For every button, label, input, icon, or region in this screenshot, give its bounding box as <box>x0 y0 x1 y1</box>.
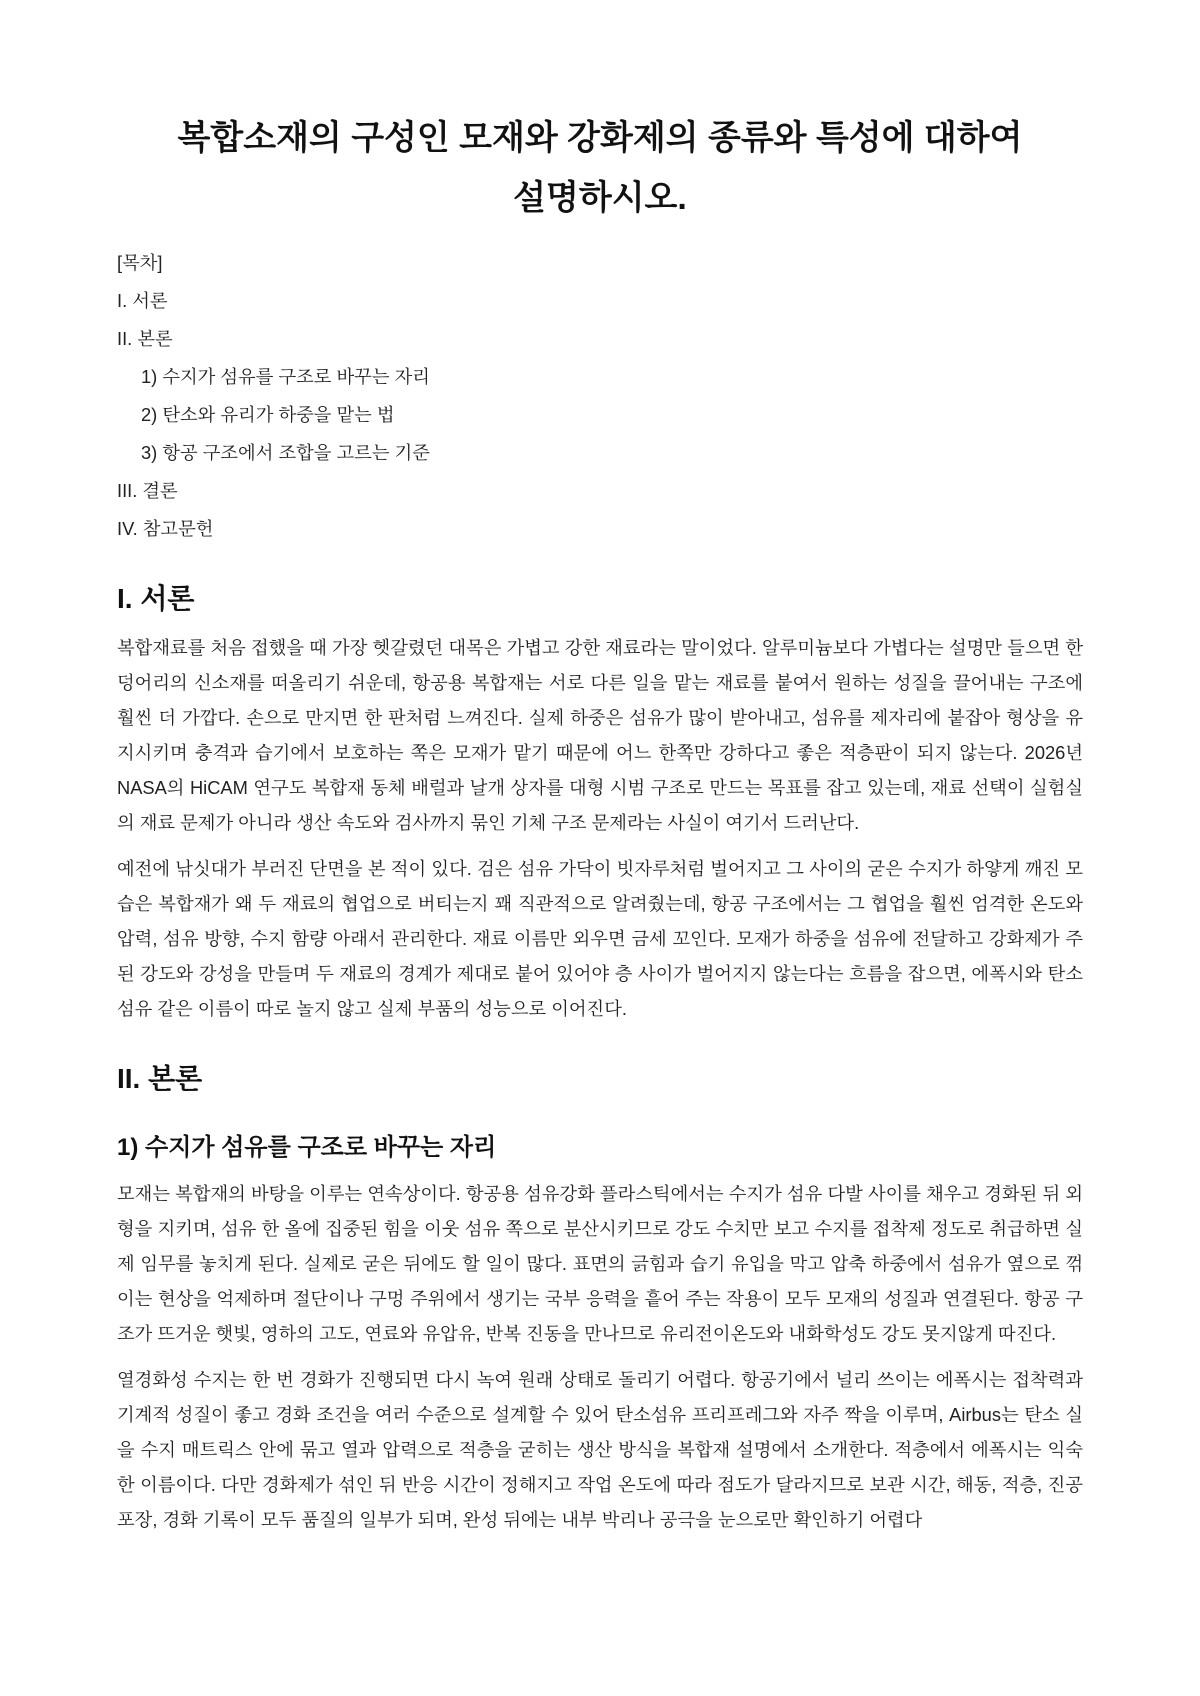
section-heading-introduction: I. 서론 <box>117 583 195 614</box>
toc-subentry-aerospace-selection: 3) 항공 구조에서 조합을 고르는 기준 <box>141 442 430 463</box>
toc-subentry-carbon-glass: 2) 탄소와 유리가 하중을 맡는 법 <box>141 404 395 425</box>
toc-heading: [목차] <box>117 252 163 273</box>
section-introduction <box>117 578 1083 1026</box>
toc-entry-references: IV. 참고문헌 <box>117 518 214 539</box>
toc-entry-main-body: II. 본론 <box>117 328 173 349</box>
body-paragraph-1: 모재는 복합재의 바탕을 이루는 연속상이다. 항공용 섬유강화 플라스틱에서는 수지가 섬유 다발 사이를 채우고 경화된 뒤 외형을 지키며, 섬유 한 올에 집중된 힘을 이웃 섬유 쪽으로 분산시키므로 강도 수치만 보고 수지를 접착제 정도로 취급하면 실제 임무를 놓치게 된다. 실제로 굳은 뒤에도 할 일이 많다. 표면의 긁힘과 습기 유입을 막고 압축 하중에서 섬유가 옆으로 꺾이는 현상을 억제하며 절단이나 구멍 주위에서 생기는 국부 응력을 흩어 주는 작용이 모두 모재의 성질과 연결된다. 항공 구조가 뜨거운 햇빛, 영하의 고도, 연료와 유압유, 반복 진동을 만나므로 유리전이온도와 내화학성도 강도 못지않게 따진다. <box>117 1183 1083 1344</box>
section-main-body <box>117 1058 1083 1537</box>
table-of-contents <box>117 244 1083 548</box>
body-paragraph-2: 열경화성 수지는 한 번 경화가 진행되면 다시 녹여 원래 상태로 돌리기 어렵다. 항공기에서 널리 쓰이는 에폭시는 접착력과 기계적 성질이 좋고 경화 조건을 여러 수준으로 설계할 수 있어 탄소섬유 프리프레그와 자주 짝을 이루며, Airbus는 탄소 실을 수지 매트릭스 안에 묶고 열과 압력으로 적층을 굳히는 생산 방식을 복합재 설명에서 소개한다. 적층에서 에폭시는 익숙한 이름이다. 다만 경화제가 섞인 뒤 반응 시간이 정해지고 작업 온도에 따라 점도가 달라지므로 보관 시간, 해동, 적층, 진공 포장, 경화 기록이 모두 품질의 일부가 되며, 완성 뒤에는 내부 박리나 공극을 눈으로만 확인하기 어렵다 <box>117 1369 1083 1530</box>
document-title: 복합소재의 구성인 모재와 강화제의 종류와 특성에 대하여 설명하시오. <box>177 119 1023 217</box>
intro-paragraph-2: 예전에 낚싯대가 부러진 단면을 본 적이 있다. 검은 섬유 가닥이 빗자루처럼 벌어지고 그 사이의 굳은 수지가 하얗게 깨진 모습은 복합재가 왜 두 재료의 협업으로 버티는지 꽤 직관적으로 알려줬는데, 항공 구조에서는 그 협업을 훨씬 엄격한 온도와 압력, 섬유 방향, 수지 함량 아래서 관리한다. 재료 이름만 외우면 금세 꼬인다. 모재가 하중을 섬유에 전달하고 강화제가 주된 강도와 강성을 만들며 두 재료의 경계가 제대로 붙어 있어야 층 사이가 벌어지지 않는다는 흐름을 잡으면, 에폭시와 탄소섬유 같은 이름이 따로 놀지 않고 실제 부품의 성능으로 이어진다. <box>117 858 1083 1019</box>
subsection-heading-resin-role: 1) 수지가 섬유를 구조로 바꾸는 자리 <box>117 1134 497 1161</box>
toc-entry-introduction: I. 서론 <box>117 290 168 311</box>
subsection-resin-role <box>117 1130 1083 1537</box>
intro-paragraph-1: 복합재료를 처음 접했을 때 가장 헷갈렸던 대목은 가볍고 강한 재료라는 말이었다. 알루미늄보다 가볍다는 설명만 들으면 한 덩어리의 신소재를 떠올리기 쉬운데, 항공용 복합재는 서로 다른 일을 맡는 재료를 붙여서 원하는 성질을 끌어내는 구조에 훨씬 더 가깝다. 손으로 만지면 한 판처럼 느껴진다. 실제 하중은 섬유가 많이 받아내고, 섬유를 제자리에 붙잡아 형상을 유지시키며 충격과 습기에서 보호하는 쪽은 모재가 맡기 때문에 어느 한쪽만 강하다고 좋은 적층판이 되지 않는다. 2026년 NASA의 HiCAM 연구도 복합재 동체 배럴과 날개 상자를 대형 시범 구조로 만드는 목표를 잡고 있는데, 재료 선택이 실험실의 재료 문제가 아니라 생산 속도와 검사까지 묶인 기체 구조 문제라는 사실이 여기서 드러난다. <box>117 637 1083 833</box>
section-heading-main-body: II. 본론 <box>117 1063 203 1094</box>
toc-entry-conclusion: III. 결론 <box>117 480 178 501</box>
toc-subentry-resin-role: 1) 수지가 섬유를 구조로 바꾸는 자리 <box>141 366 430 387</box>
